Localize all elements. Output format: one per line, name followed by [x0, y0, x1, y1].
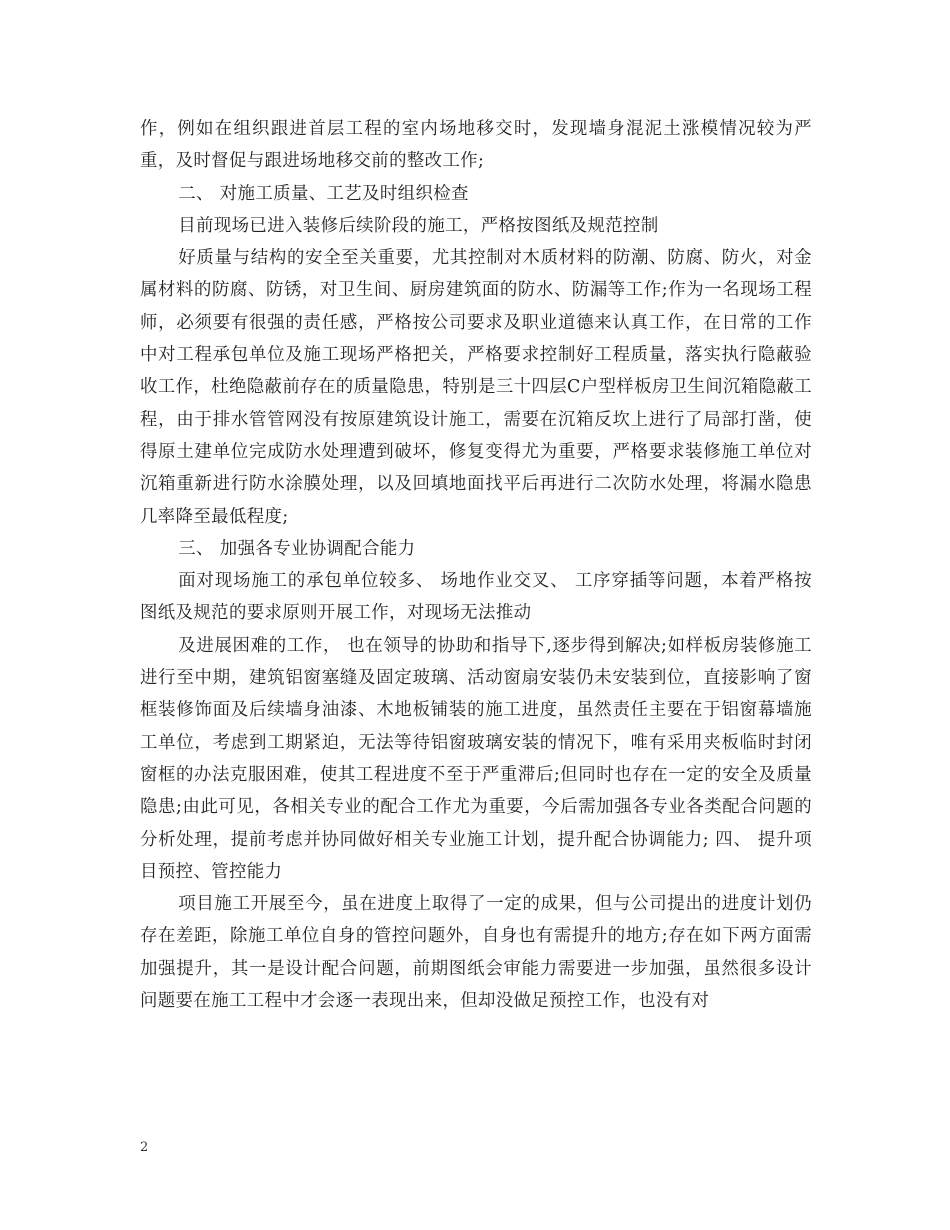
section-heading-2: 二、 对施工质量、工艺及时组织检查 [178, 183, 469, 204]
paragraph-3: 好质量与结构的安全至关重要，尤其控制对木质材料的防潮、防腐、防火，对金属材料的防腐、防锈，对卫生间、厨房建筑面的防水、防漏等工作;作为一名现场工程师，必须要有很强的责任感，严格按公司要求及职业道德来认真工作，在日常的工作中对工程承包单位及施工现场严格把关，严格要求控制好工程质量，落实执行隐蔽验收工作，杜绝隐蔽前存在的质量隐患，特别是三十四层C户型样板房卫生间沉箱隐蔽工程，由于排水管管网没有按原建筑设计施工，需要在沉箱反坎上进行了局部打凿，使得原土建单位完成防水处理遭到破坏，修复变得尤为重要，严格要求装修施工单位对沉箱重新进行防水涂膜处理，以及回填地面找平后再进行二次防水处理，将漏水隐患几率降至最低程度; [140, 248, 812, 527]
paragraph-6: 项目施工开展至今，虽在进度上取得了一定的成果，但与公司提出的进度计划仍存在差距，除施工单位自身的管控问题外，自身也有需提升的地方;存在如下两方面需加强提升，其一是设计配合问题，前期图纸会审能力需要进一步加强，虽然很多设计问题要在施工工程中才会逐一表现出来，但却没做足预控工作，也没有对 [140, 894, 812, 1012]
page-number: 2 [140, 1140, 149, 1155]
body-text [140, 113, 812, 1017]
paragraph-1: 作，例如在组织跟进首层工程的室内场地移交时，发现墙身混泥土涨模情况较为严重，及时督促与跟进场地移交前的整改工作; [140, 119, 812, 172]
paragraph-4: 面对现场施工的承包单位较多、 场地作业交叉、 工序穿插等问题，本着严格按图纸及规范的要求原则开展工作，对现场无法推动 [140, 571, 812, 624]
paragraph-2: 目前现场已进入装修后续阶段的施工，严格按图纸及规范控制 [178, 215, 659, 236]
section-heading-3: 三、 加强各专业协调配合能力 [178, 538, 416, 559]
paragraph-5: 及进展困难的工作， 也在领导的协助和指导下,逐步得到解决;如样板房装修施工进行至中期，建筑铝窗塞缝及固定玻璃、活动窗扇安装仍未安装到位，直接影响了窗框装修饰面及后续墙身油漆、木地板铺装的施工进度，虽然责任主要在于铝窗幕墙施工单位，考虑到工期紧迫，无法等待铝窗玻璃安装的情况下，唯有采用夹板临时封闭窗框的办法克服困难，使其工程进度不至于严重滞后;但同时也存在一定的安全及质量隐患;由此可见，各相关专业的配合工作尤为重要，今后需加强各专业各类配合问题的分析处理，提前考虑并协同做好相关专业施工计划，提升配合协调能力; 四、 提升项目预控、管控能力 [140, 635, 812, 882]
